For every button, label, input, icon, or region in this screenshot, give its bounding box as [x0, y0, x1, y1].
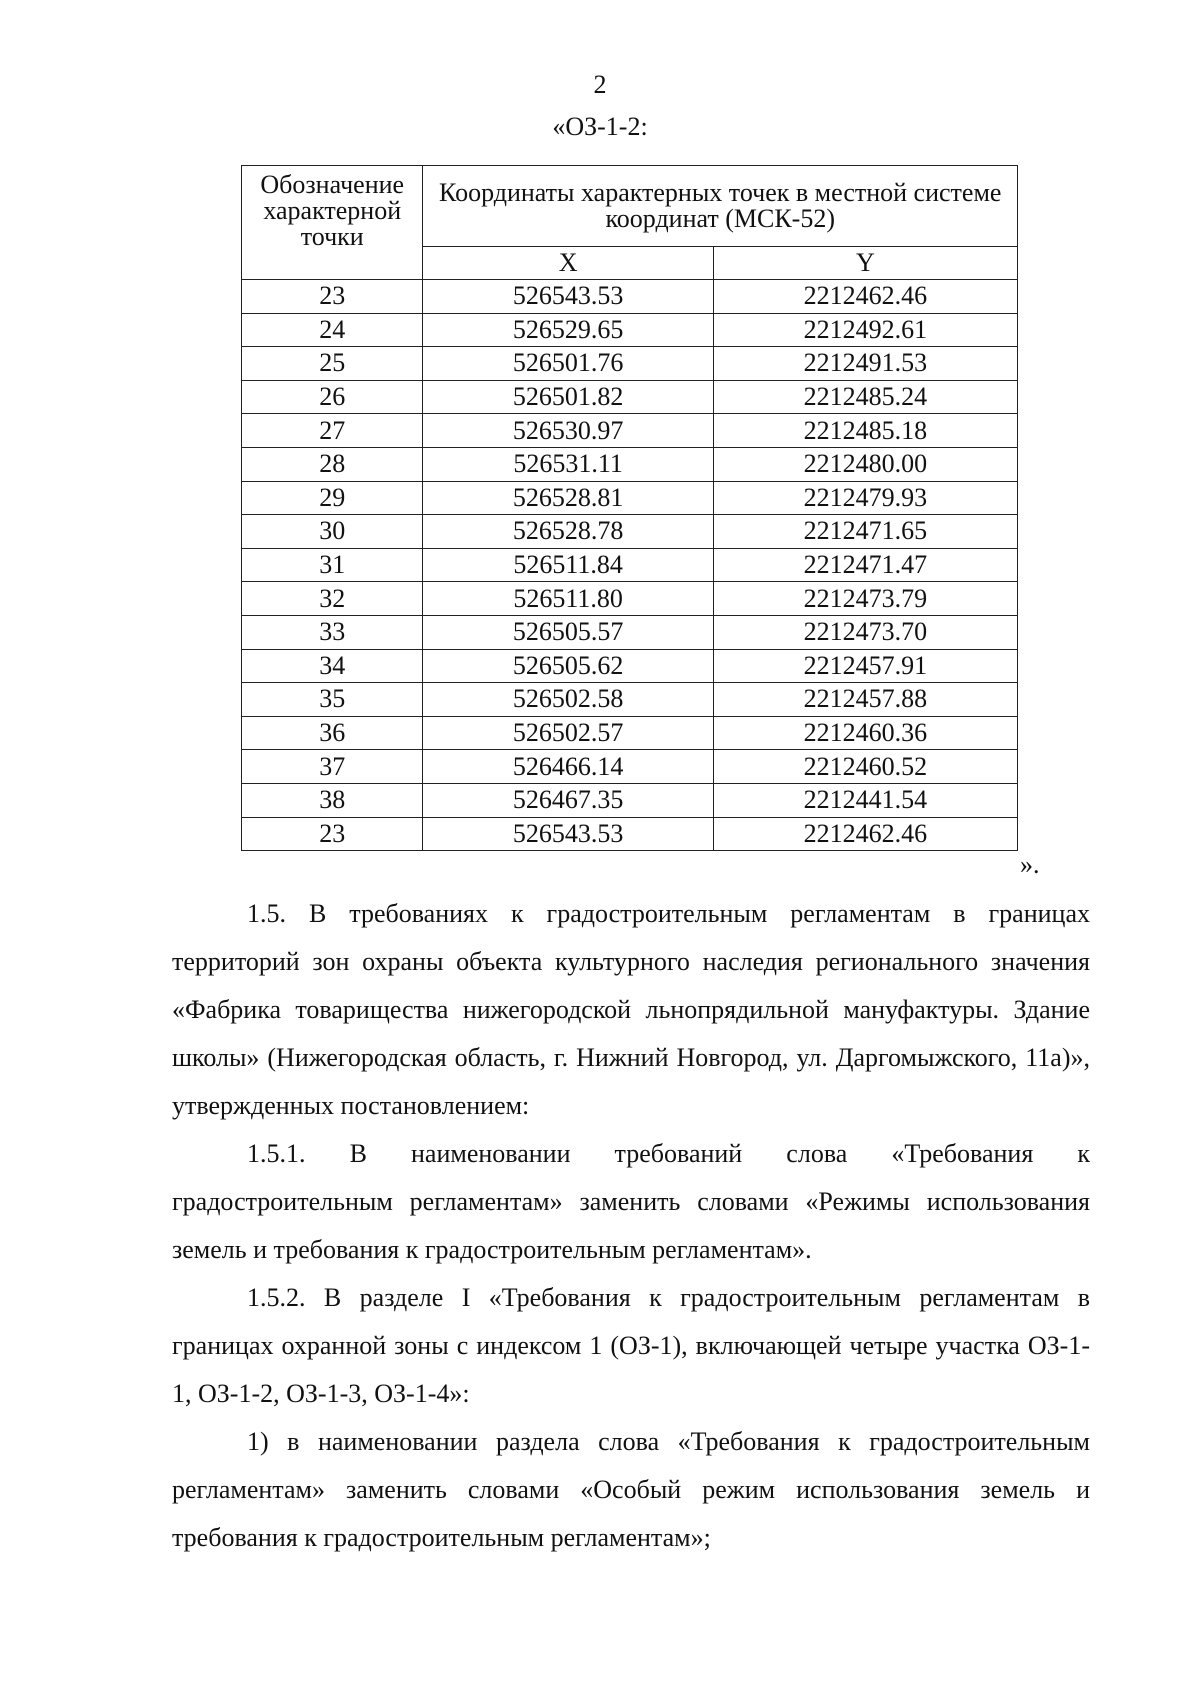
- header-y: Y: [713, 247, 1017, 280]
- cell-point: 34: [242, 649, 423, 683]
- cell-x: 526502.57: [423, 716, 713, 750]
- cell-x: 526511.80: [423, 582, 713, 616]
- paragraph-item-1: 1) в наименовании раздела слова «Требования к градостроительным регламентам» заменить словами «Особый режим использования земель и требования к градостроительным регламентам»;: [172, 1427, 1090, 1552]
- paragraph-1-5-1: 1.5.1. В наименовании требований слова «Требования к градостроительным регламентам» заменить словами «Режимы использования земель и требования к градостроительным регламентам».: [172, 1139, 1090, 1264]
- cell-x: 526467.35: [423, 783, 713, 817]
- cell-x: 526505.62: [423, 649, 713, 683]
- cell-y: 2212462.46: [713, 817, 1017, 851]
- cell-y: 2212471.65: [713, 515, 1017, 549]
- cell-y: 2212462.46: [713, 280, 1017, 314]
- cell-x: 526466.14: [423, 750, 713, 784]
- table-row: [242, 582, 1018, 616]
- table-row: [242, 649, 1018, 683]
- cell-x: 526501.82: [423, 380, 713, 414]
- table-title: «ОЗ-1-2:: [552, 112, 648, 141]
- cell-y: 2212492.61: [713, 313, 1017, 347]
- cell-y: 2212491.53: [713, 347, 1017, 381]
- cell-point: 36: [242, 716, 423, 750]
- cell-point: 35: [242, 683, 423, 717]
- cell-y: 2212460.36: [713, 716, 1017, 750]
- cell-point: 33: [242, 615, 423, 649]
- table-row: [242, 481, 1018, 515]
- table-row: [242, 750, 1018, 784]
- cell-point: 23: [242, 817, 423, 851]
- paragraph-1-5: 1.5. В требованиях к градостроительным регламентам в границах территорий зон охраны объекта культурного наследия регионального значения «Фабрика товарищества нижегородской льнопрядильной мануфактуры. Здание школы» (Нижегородская область, г. Нижний Новгород, ул. Даргомыжского, 11а)», утвержденных постановлением:: [172, 899, 1090, 1120]
- table-close-quote: ».: [1020, 850, 1040, 879]
- paragraph-1-5-2: 1.5.2. В разделе I «Требования к градостроительным регламентам в границах охранной зоны с индексом 1 (ОЗ-1), включающей четыре участка ОЗ-1-1, ОЗ-1-2, ОЗ-1-3, ОЗ-1-4»:: [172, 1283, 1090, 1408]
- cell-x: 526502.58: [423, 683, 713, 717]
- header-point-designation: Обозначение характерной точки: [242, 166, 423, 280]
- table-row: [242, 380, 1018, 414]
- cell-x: 526528.81: [423, 481, 713, 515]
- table-row: [242, 447, 1018, 481]
- cell-y: 2212485.24: [713, 380, 1017, 414]
- cell-point: 30: [242, 515, 423, 549]
- cell-point: 37: [242, 750, 423, 784]
- cell-point: 28: [242, 447, 423, 481]
- table-row: [242, 414, 1018, 448]
- header-x: X: [423, 247, 713, 280]
- cell-y: 2212441.54: [713, 783, 1017, 817]
- cell-y: 2212460.52: [713, 750, 1017, 784]
- cell-x: 526501.76: [423, 347, 713, 381]
- cell-y: 2212457.91: [713, 649, 1017, 683]
- cell-point: 25: [242, 347, 423, 381]
- page-number: 2: [593, 70, 607, 99]
- cell-x: 526505.57: [423, 615, 713, 649]
- table-row: [242, 313, 1018, 347]
- cell-point: 26: [242, 380, 423, 414]
- cell-y: 2212480.00: [713, 447, 1017, 481]
- cell-x: 526530.97: [423, 414, 713, 448]
- table-row: [242, 716, 1018, 750]
- coordinates-table: [241, 165, 1018, 851]
- cell-x: 526528.78: [423, 515, 713, 549]
- cell-point: 29: [242, 481, 423, 515]
- header-coordinates: Координаты характерных точек в местной системе координат (МСК-52): [423, 166, 1018, 247]
- cell-x: 526531.11: [423, 447, 713, 481]
- cell-y: 2212471.47: [713, 548, 1017, 582]
- cell-y: 2212485.18: [713, 414, 1017, 448]
- cell-y: 2212473.70: [713, 615, 1017, 649]
- table-row: [242, 615, 1018, 649]
- cell-x: 526511.84: [423, 548, 713, 582]
- cell-y: 2212457.88: [713, 683, 1017, 717]
- table-row: [242, 280, 1018, 314]
- table-row: [242, 817, 1018, 851]
- cell-x: 526543.53: [423, 817, 713, 851]
- table-row: [242, 515, 1018, 549]
- cell-point: 27: [242, 414, 423, 448]
- cell-x: 526529.65: [423, 313, 713, 347]
- cell-y: 2212473.79: [713, 582, 1017, 616]
- cell-x: 526543.53: [423, 280, 713, 314]
- cell-point: 31: [242, 548, 423, 582]
- table-row: [242, 347, 1018, 381]
- cell-point: 32: [242, 582, 423, 616]
- table-row: [242, 783, 1018, 817]
- cell-point: 24: [242, 313, 423, 347]
- cell-y: 2212479.93: [713, 481, 1017, 515]
- table-row: [242, 683, 1018, 717]
- cell-point: 38: [242, 783, 423, 817]
- table-row: [242, 548, 1018, 582]
- cell-point: 23: [242, 280, 423, 314]
